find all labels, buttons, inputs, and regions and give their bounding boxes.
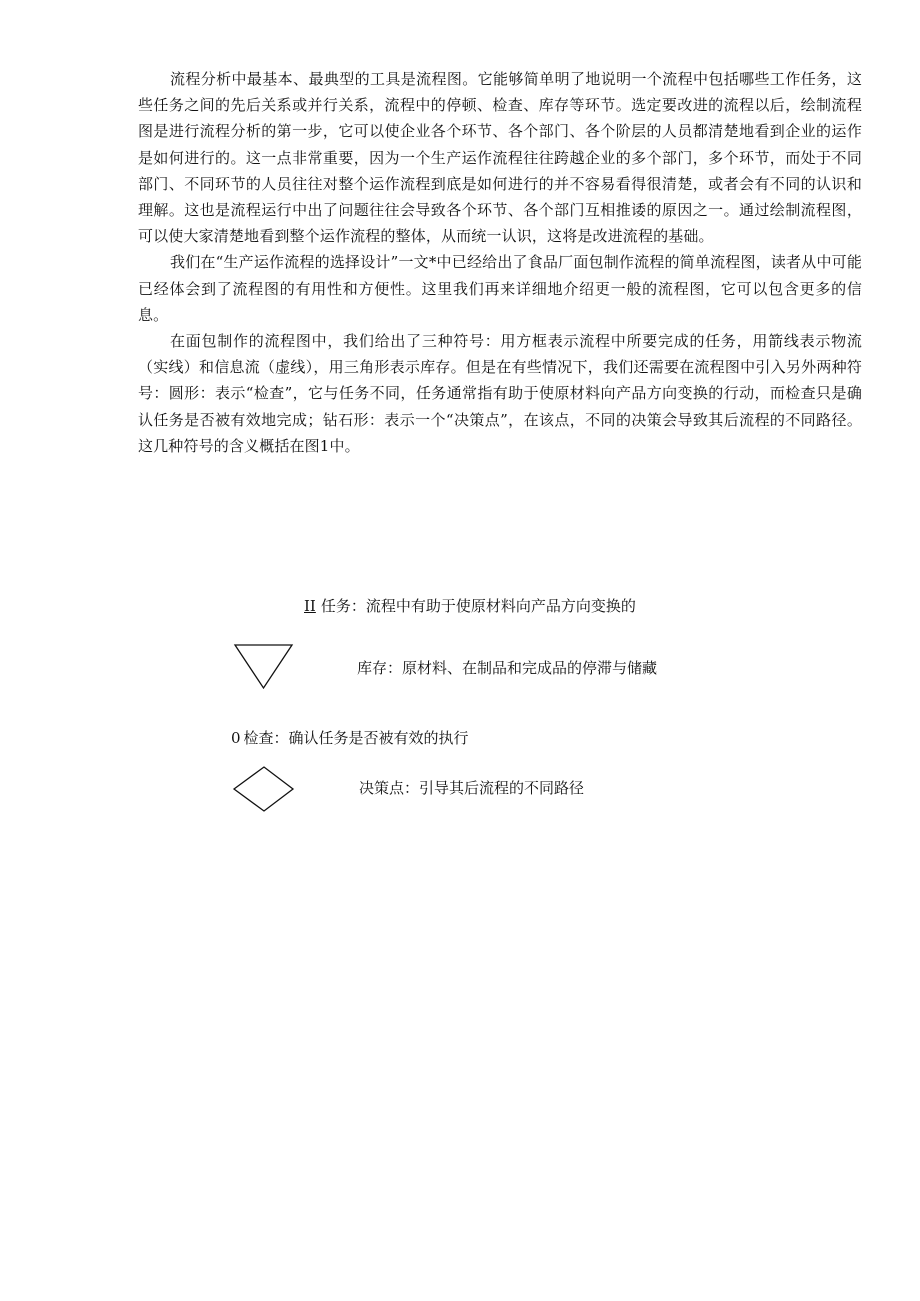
legend-task-text: 任务：流程中有助于使原材料向产品方向变换的 [320, 597, 636, 615]
body-text [138, 66, 862, 459]
paragraph-flowchart-intro: 流程分析中最基本、最典型的工具是流程图。它能够简单明了地说明一个流程中包括哪些工作任务，这些任务之间的先后关系或并行关系，流程中的停顿、检查、库存等环节。选定要改进的流程以后，绘制流程图是进行流程分析的第一步，它可以使企业各个环节、各个部门、各个阶层的人员都清楚地看到企业的运作是如何进行的。这一点非常重要，因为一个生产运作流程往往跨越企业的多个部门，多个环节，而处于不同部门、不同环节的人员往往对整个运作流程到底是如何进行的并不容易看得很清楚，或者会有不同的认识和理解。这也是流程运行中出了问题往往会导致各个环节、各个部门互相推诿的原因之一。通过绘制流程图，可以使大家清楚地看到整个运作流程的整体，从而统一认识，这将是改进流程的基础。 [138, 70, 862, 246]
legend-inventory [357, 658, 657, 678]
diamond-icon [233, 766, 295, 812]
paragraph-bread-example: 我们在“生产运作流程的选择设计”一文*中已经给出了食品厂面包制作流程的简单流程图，读者从中可能已经体会到了流程图的有用性和方便性。这里我们再来详细地介绍更一般的流程图，它可以包含更多的信息。 [138, 253, 862, 324]
legend-decision [359, 778, 584, 798]
inverted-triangle-icon [234, 644, 294, 690]
legend-inspection [231, 728, 469, 748]
paragraph-symbols: 在面包制作的流程图中，我们给出了三种符号：用方框表示流程中所要完成的任务，用箭线表示物流（实线）和信息流（虚线），用三角形表示库存。但是在有些情况下，我们还需要在流程图中引入另外两种符号：圆形：表示“检查”，它与任务不同，任务通常指有助于使原材料向产品方向变换的行动，而检查只是确认任务是否被有效地完成；钻石形：表示一个“决策点”，在该点，不同的决策会导致其后流程的不同路径。这几种符号的含义概括在图1中。 [138, 332, 862, 455]
legend-task [304, 596, 636, 616]
inspection-symbol-text: 0 [231, 729, 241, 747]
legend-decision-text: 决策点：引导其后流程的不同路径 [359, 779, 585, 797]
legend-inspection-text: 检查：确认任务是否被有效的执行 [243, 729, 469, 747]
legend-inventory-text: 库存：原材料、在制品和完成品的停滞与储藏 [357, 659, 658, 677]
task-symbol-text: II [304, 597, 316, 615]
